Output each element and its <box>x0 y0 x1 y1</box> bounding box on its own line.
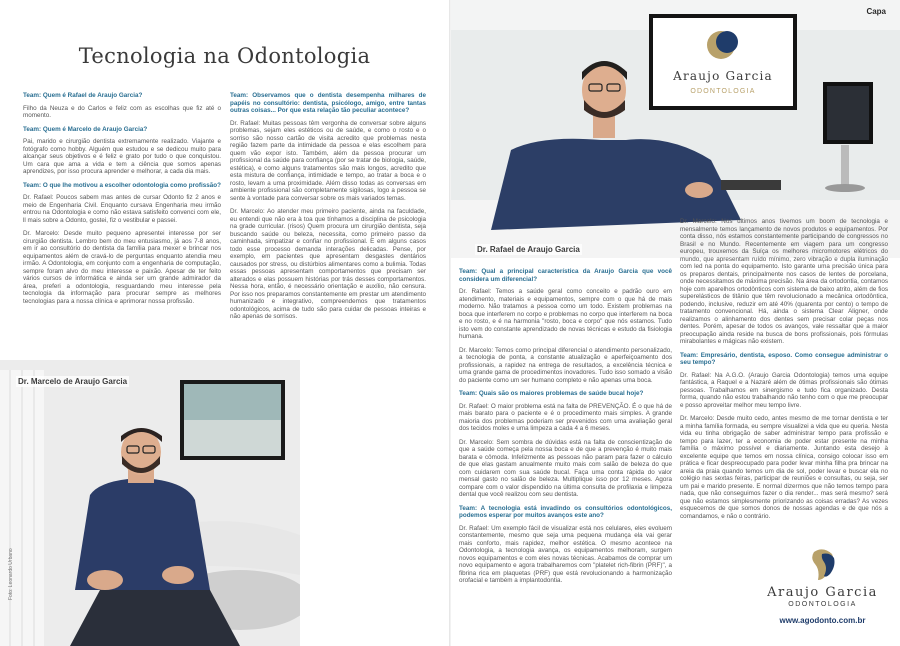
photo-credit: Foto: Leonardo Urbano <box>8 548 14 600</box>
answer: Dr. Marcelo: Temos como principal diferencial o atendimento personalizado, a tecnologia de ponta, a constante atualização e aperfeiçoamento dos profissionais, a rapidez na entrega de resultados, a excelência técnica e uma grande gama de procedimentos inovadores. Tudo isso somado a visão do paciente como um ser humano completo e não apenas uma boca. <box>459 346 672 384</box>
qa-block <box>459 390 672 433</box>
photo-caption-marcelo: Dr. Marcelo de Araujo Garcia <box>18 377 128 386</box>
qa-block <box>459 439 672 499</box>
photo-marcelo-illustration <box>0 360 300 646</box>
footer-logo <box>755 548 890 625</box>
column-3 <box>459 268 672 591</box>
answer: Dr. Rafael: Muitas pessoas têm vergonha de conversar sobre alguns problemas, sejam eles estéticos ou de saúde, e como o rosto e o sorriso são nosso cartão de visita acredito que problemas nesta região fazem parte da intimidade da pessoa e elas escolhem para quem vão expor isto. Também, além da pessoa procurar um profissional da saúde para confiança (por se tratar de biologia, saúde, estética), e como alguns tratamentos são mais longos, acredito que esta mistura de confiança, intimidade e tempo, ao tratar a boca e o rosto, levam a uma proximidade. Além disso todas as conversas em ambiente profissional são completamente sigilosas, logo a pessoa se sente à vontade para conversar sobre os mais variados temas. <box>230 119 426 202</box>
column-1 <box>23 92 221 311</box>
answer: Dr. Rafael: Na A.G.O. (Araujo Garcia Odontologia) temos uma equipe fantástica, a Raquel e a Nazaré além de ótimas profissionais são ótimas pessoas. Trabalhamos em sinergismo e tudo fica organizado. Desta forma, quando não estou trabalhando não tenho com o que me preocupar e posso aproveitar melhor meu tempo livre. <box>680 371 888 409</box>
question: Team: Quais são os maiores problemas de saúde bucal hoje? <box>459 390 644 397</box>
screen-logo-name: Araujo Garcia <box>673 69 773 83</box>
qa-block <box>459 347 672 385</box>
column-2 <box>230 92 426 327</box>
qa-block <box>680 218 888 346</box>
answer: Pai, marido e cirurgião dentista extremamente realizado. Viajante e fotógrafo como hobby. Alguém que estudou e se dedicou muito para alcançar seus objetivos e é feliz e grato por tudo o que conquistou. Um cara que ama a vida e tem a ciência que somos apenas aprendizes, por isso procura aprender e melhorar, a cada dia mais. <box>23 138 221 175</box>
question: Team: A tecnologia está invadindo os consultórios odontológicos, podemos esperar por muitos avanços este ano? <box>459 504 672 519</box>
page-label: Capa <box>866 7 886 16</box>
qa-block <box>230 208 426 321</box>
qa-block <box>23 92 221 120</box>
question: Team: Observamos que o dentista desempenha milhares de papéis no consultório: dentista, psicólogo, amigo, entre tantas outras coisas... Por que esta relação tão peculiar acontece? <box>230 92 426 114</box>
column-4 <box>680 218 888 526</box>
answer: Dr. Rafael: Temos a saúde geral como conceito e padrão ouro em atendimento, materiais e equipamentos, sempre com o que há de mais moderno. Não tratamos a pessoa como um todo. Existem problemas na boca que interferem no corpo e problemas no corpo que interferem na boca e no rosto, e é na harmonia "rosto, boca e corpo" que nós estamos. Tudo isto vem do constante aprendizado de novas técnicas e estudo da fisiologia humana. <box>459 288 672 340</box>
qa-block <box>680 352 888 410</box>
screen-logo-sub: ODONTOLOGIA <box>690 88 756 95</box>
question: Team: Quem é Marcelo de Araujo Garcia? <box>23 125 148 133</box>
answer: Dr. Rafael: Um exemplo fácil de visualizar está nos celulares, eles evoluem constantemente, mesmo que seja uma pequena mudança ela vai gerar mais conforto, mais rapidez, melhor estética. O mesmo acontece na Odontologia, a tecnologia avança, os equipamentos melhoram, surgem novos equipamentos e com eles novas técnicas. Acabamos de comprar um novo equipamento e agora trabalharemos com "platelet rich-fibrin (PRF)", a fibrina rica em plaquetas (PRF) que está revolucionando a harmonização orofacial e também a implantodontia. <box>459 524 672 584</box>
qa-block <box>23 182 221 225</box>
qa-block <box>23 126 221 176</box>
qa-block <box>23 230 221 305</box>
answer: Dr. Marcelo: Desde muito pequeno apresentei interesse por ser cirurgião dentista. Lembro bem do meu entusiasmo, já aos 7-8 anos, em ir ao consultório do dentista da família para mexer e brincar nos equipamentos além de cravá-lo de perguntas enquanto atendia meu irmão. A Odontologia, em conjunto com a engenharia de computação, sempre foram alvo do meu interesse e paixão. Apesar de ter feito vários cursos de informática e ainda ser um grande admirador da área, preferi a odontologia, resguardando meu interesse pela tecnologia da informação para procurar sempre as melhores tecnologias para a nossa clínica e aprimorar nossa profissão. <box>23 230 221 305</box>
qa-block <box>680 415 888 520</box>
answer: Dr. Rafael: O maior problema está na falta de PREVENÇÃO. É o que há de mais barato para o paciente e é o procedimento mais simples. A grande maioria dos problemas poderiam ser prevenidos com uma avaliação geral dos tecidos moles e uma limpeza a cada 4 a 6 meses. <box>459 402 672 432</box>
answer: Dr. Marcelo: Ao atender meu primeiro paciente, ainda na faculdade, eu entendi que não era à toa que tínhamos a disciplina de psicologia na grade curricular. (risos) Quem procura um cirurgião dentista, seja buscando saúde ou beleza, necessita, como primeiro passo da caminhada, simpatizar e confiar no profissional. E em alguns casos todo esse processo demanda interações delicadas. Pense, por exemplo, em pacientes que apresentam desgastes dentários causados por stress, ou distúrbios alimentares como a bulimia. Todas essas pessoas apresentam comportamentos que precisam ser alterados e elas possuem histórias por trás desses comportamentos. Nessa hora, então, é necessário orientação e auxílio, não censura. Por isso nos preparamos constantemente em prestar um atendimento humanizado e integrativo, compreendemos que tratamentos odontológicos, acima de tudo são para cuidar de pessoas inteiras e não apenas de sorrisos. <box>230 208 426 320</box>
qa-block <box>459 268 672 341</box>
footer-logo-sub: ODONTOLOGIA <box>788 601 857 608</box>
photo-marcelo <box>0 360 300 646</box>
qa-block <box>230 92 426 202</box>
answer: Dr. Marcelo: Sem sombra de dúvidas está na falta de conscientização de que a saúde começa pela nossa boca e de que a prevenção é muito mais barata e cômoda. Infelizmente as pessoas não param para fazer o cálculo de que elas gastam anualmente muito mais com salão de beleza do que com cuidarem com sua saúde bucal. Faça uma conta rápida do valor mensal gasto no salão de beleza. Multiplique isso por 12 meses. Agora compare com o valor dispendido na última consulta de profilaxia e limpeza dental que você realizou com seu dentista. <box>459 438 672 498</box>
tooth-logo-icon <box>808 548 838 582</box>
website-link[interactable]: www.agodonto.com.br <box>779 616 866 625</box>
footer-logo-name: Araujo Garcia <box>767 585 878 600</box>
question: Team: O que lhe motivou a escolher odontologia como profissão? <box>23 181 221 189</box>
photo-caption-rafael: Dr. Rafael de Araujo Garcia <box>477 245 580 254</box>
answer: Dr. Rafael: Poucos sabem mas antes de cursar Odonto fiz 2 anos e meio de Engenharia Civil. Enquanto cursava Engenharia meu irmão entrou na Odontologia e como não estava satisfeito convenci com ele, ll mais sobre a Odonto, gostei, fiz o vestibular e passei. <box>23 194 221 224</box>
qa-block <box>459 505 672 585</box>
page-title: Tecnologia na Odontologia <box>78 44 371 68</box>
question: Team: Empresário, dentista, esposo. Como consegue administrar o seu tempo? <box>680 351 888 366</box>
question: Team: Quem é Rafael de Araujo Garcia? <box>23 92 143 99</box>
answer: Filho da Neuza e do Carlos e feliz com as escolhas que fiz até o momento. <box>23 104 221 119</box>
answer: Dr. Marcelo: Nos últimos anos tivemos um boom de tecnologia e mensalmente temos lançamento de novos produtos e equipamentos. Por conta disso, nós estamos constantemente participando de congressos no Brasil e no Mundo. Recentemente em viagem para um congresso europeu, trouxemos da Suíça os melhores micromotores elétricos do mundo, que apresentam ruído mínimo, zero vibração e dupla iluminação com led na ponta do equipamento. Isto garante uma precisão única para os preparos dentais, principalmente nos casos de lentes de porcelana, onde necessitamos de máxima precisão. Na área da ortodontia, contamos hoje com aparelhos ortodônticos com sistema de baixo atrito, além de fios superelásticos de titânio que têm revolucionado a mecânica ortodôntica, podendo, inclusive, reduzir em até 40% (quarenta por cento) o tempo de tratamento convencional. Há, ainda o sistema Clear Aligner, onde realizamos o alinhamento dos dentes sem precisar colar peças nos dentes. Porém, apesar de todos os avanços, vale ressaltar que a maior preocupação ainda reside na busca de bons profissionais, pois fórmulas mirabolantes e mágicas não existem. <box>680 218 888 345</box>
question: Team: Qual a principal característica da Araujo Garcia que você considera um diferencial? <box>459 268 672 283</box>
answer: Dr. Marcelo: Desde muito cedo, antes mesmo de me tornar dentista e ter a minha família formada, eu sempre visualizei a vida que eu queria. Nesta vida eu tinha obrigação de saber administrar tempo para profissão e tempo para lazer, ter a economia de poder estar presente na minha família o máximo possível e diariamente. Juntando esta desejo à excelente equipe que temos em nossa clínica, consigo colocar isso em prática e ficar despreocupado para poder levar minha filha pra brincar na areia da praia quando temos um dia de sol, poder levar e buscar ela no colégio nas sextas feiras, participar de reuniões e consultas, ou seja, ser um pai e marido presente. E normal dizermos que não temos tempo para nada, que não conseguimos fazer o dia render... mas será mesmo? será que não estamos simplesmente priorizando as coisas erradas? As vezes esquecemos de que somos donos de nossas agendas e de que nós a comandamos, e não o contrário. <box>680 415 888 520</box>
